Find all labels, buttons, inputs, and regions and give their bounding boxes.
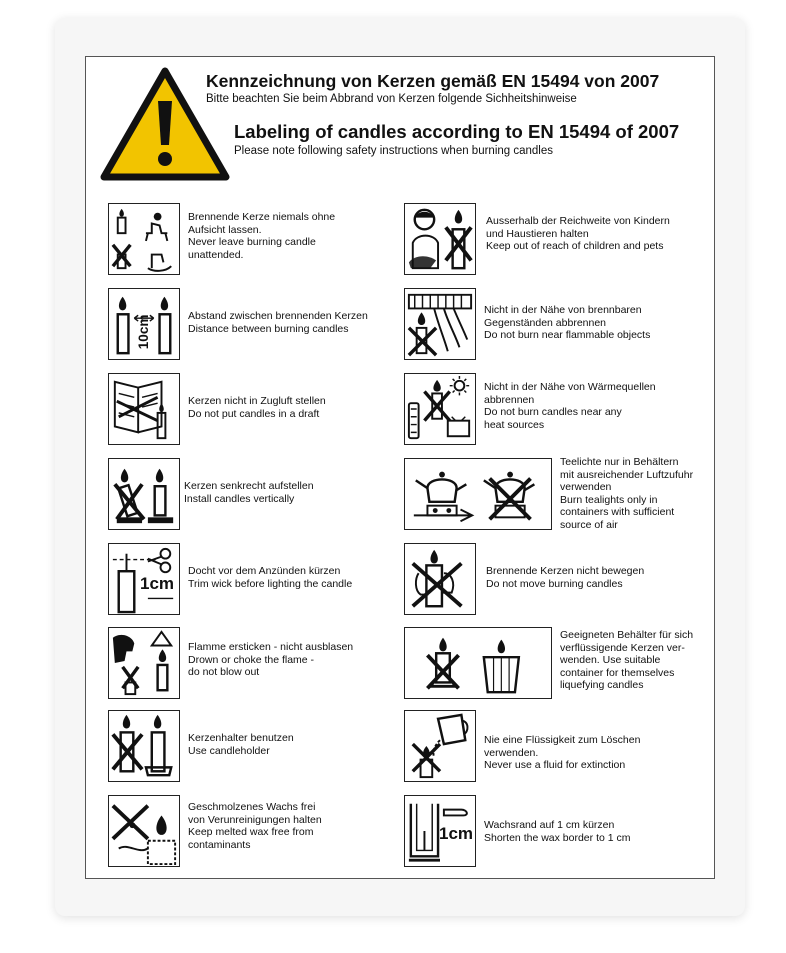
instruction-text xyxy=(188,565,352,590)
text-line: Nie eine Flüssigkeit zum Löschen xyxy=(484,734,641,746)
text-line: source of air xyxy=(560,518,618,531)
candle-safety-label xyxy=(85,56,715,879)
text-line: Do not burn near flammable objects xyxy=(484,329,651,341)
text-line: containers with sufficient xyxy=(560,506,675,518)
text-line: Keep melted wax free from xyxy=(188,826,314,838)
text-line: Use candleholder xyxy=(188,744,270,757)
svg-text:10cm: 10cm xyxy=(135,314,151,350)
instruction-text xyxy=(188,801,322,851)
draft-window-icon xyxy=(108,373,180,445)
text-line: wenden. Use suitable xyxy=(560,654,661,666)
text-line: Ausserhalb der Reichweite von Kindern xyxy=(486,215,670,227)
instruction-text xyxy=(484,734,640,772)
instruction-text xyxy=(188,211,335,261)
instruction-text xyxy=(188,310,368,335)
text-line: verflüssigende Kerzen ver- xyxy=(560,641,685,654)
text-line: und Haustieren halten xyxy=(486,227,589,240)
subtitle-english: Please note following safety instructions when burning candles xyxy=(234,145,553,157)
text-line: Keep out of reach of children and pets xyxy=(486,240,664,252)
title-english: Labeling of candles according to EN 15494 of 2007 xyxy=(234,121,680,142)
text-line: Do not put candles in a draft xyxy=(188,407,320,420)
heat-sources-icon xyxy=(404,373,476,445)
text-line: Docht vor dem Anzünden kürzen xyxy=(188,565,341,577)
text-line: von Verunreinigungen halten xyxy=(188,813,322,826)
text-line: Never leave burning candle xyxy=(188,236,316,248)
text-line: Nicht in der Nähe von brennbaren xyxy=(484,304,642,316)
text-line: Burn tealights only in xyxy=(560,493,658,506)
one-cm-label: 1cm xyxy=(140,574,175,593)
suitable-container-icon xyxy=(404,627,552,699)
candle-distance-icon xyxy=(108,288,180,360)
text-line: Kerzen nicht in Zugluft stellen xyxy=(188,395,326,407)
text-line: Drown or choke the flame - xyxy=(188,653,315,666)
text-line: do not blow out xyxy=(188,666,260,678)
no-fluid-icon xyxy=(404,710,476,782)
text-line: Wachsrand auf 1 cm kürzen xyxy=(484,819,615,831)
text-line: heat sources xyxy=(484,418,545,431)
shorten-wax-border-icon xyxy=(404,795,476,867)
text-line: Kerzenhalter benutzen xyxy=(188,732,294,744)
text-line: Trim wick before lighting the candle xyxy=(188,577,353,590)
instruction-text xyxy=(188,641,353,679)
text-line: verwenden xyxy=(560,481,612,493)
text-line: mit ausreichender Luftzufuhr xyxy=(560,468,694,481)
instruction-text xyxy=(486,215,670,253)
text-line: liquefying candles xyxy=(560,679,644,691)
text-line: Shorten the wax border to 1 cm xyxy=(484,831,631,844)
text-line: Do not move burning candles xyxy=(486,577,623,590)
text-line: container for themselves xyxy=(560,666,675,679)
text-line: Install candles vertically xyxy=(184,492,295,505)
text-line: unattended. xyxy=(188,248,244,261)
subtitle-german: Bitte beachten Sie beim Abbrand von Kerzen folgende Sichheitshinweise xyxy=(206,93,577,105)
text-line: contaminants xyxy=(188,838,251,851)
text-line: Geeigneten Behälter für sich xyxy=(560,629,694,641)
instruction-text xyxy=(184,480,314,505)
instruction-text xyxy=(560,629,693,692)
choke-flame-icon xyxy=(108,627,180,699)
text-line: Brennende Kerzen nicht bewegen xyxy=(486,565,645,577)
text-line: Abstand zwischen brennenden Kerzen xyxy=(188,310,368,322)
candleholder-icon xyxy=(108,710,180,782)
text-line: Teelichte nur in Behältern xyxy=(560,456,679,468)
vertical-candle-icon xyxy=(108,458,180,530)
do-not-move-icon xyxy=(404,543,476,615)
instruction-text xyxy=(486,565,644,590)
text-line: Flamme ersticken - nicht ausblasen xyxy=(188,641,354,653)
instruction-text xyxy=(484,304,650,342)
instruction-text xyxy=(484,381,656,431)
text-line: Distance between burning candles xyxy=(188,322,349,335)
text-line: Never use a fluid for extinction xyxy=(484,759,626,771)
text-line: verwenden. xyxy=(484,746,539,759)
instruction-text xyxy=(560,456,693,531)
children-pets-icon xyxy=(404,203,476,275)
text-line: Gegenständen abbrennen xyxy=(484,316,607,329)
instruction-text xyxy=(188,732,294,757)
instruction-text xyxy=(188,395,326,420)
text-line: Do not burn candles near any xyxy=(484,406,622,418)
text-line: Brennende Kerze niemals ohne xyxy=(188,211,336,223)
text-line: Kerzen senkrecht aufstellen xyxy=(184,480,314,492)
unattended-candle-icon xyxy=(108,203,180,275)
tealight-container-icon xyxy=(404,458,552,530)
title-german: Kennzeichnung von Kerzen gemäß EN 15494 von 2007 xyxy=(206,71,660,91)
clean-wax-icon xyxy=(108,795,180,867)
flammable-objects-icon xyxy=(404,288,476,360)
one-cm-label: 1cm xyxy=(439,824,474,843)
text-line: Aufsicht lassen. xyxy=(188,223,262,236)
text-line: Geschmolzenes Wachs frei xyxy=(188,801,316,813)
instruction-text xyxy=(484,819,631,844)
text-line: Nicht in der Nähe von Wärmequellen xyxy=(484,381,656,393)
trim-wick-icon xyxy=(108,543,180,615)
text-line: abbrennen xyxy=(484,393,535,406)
